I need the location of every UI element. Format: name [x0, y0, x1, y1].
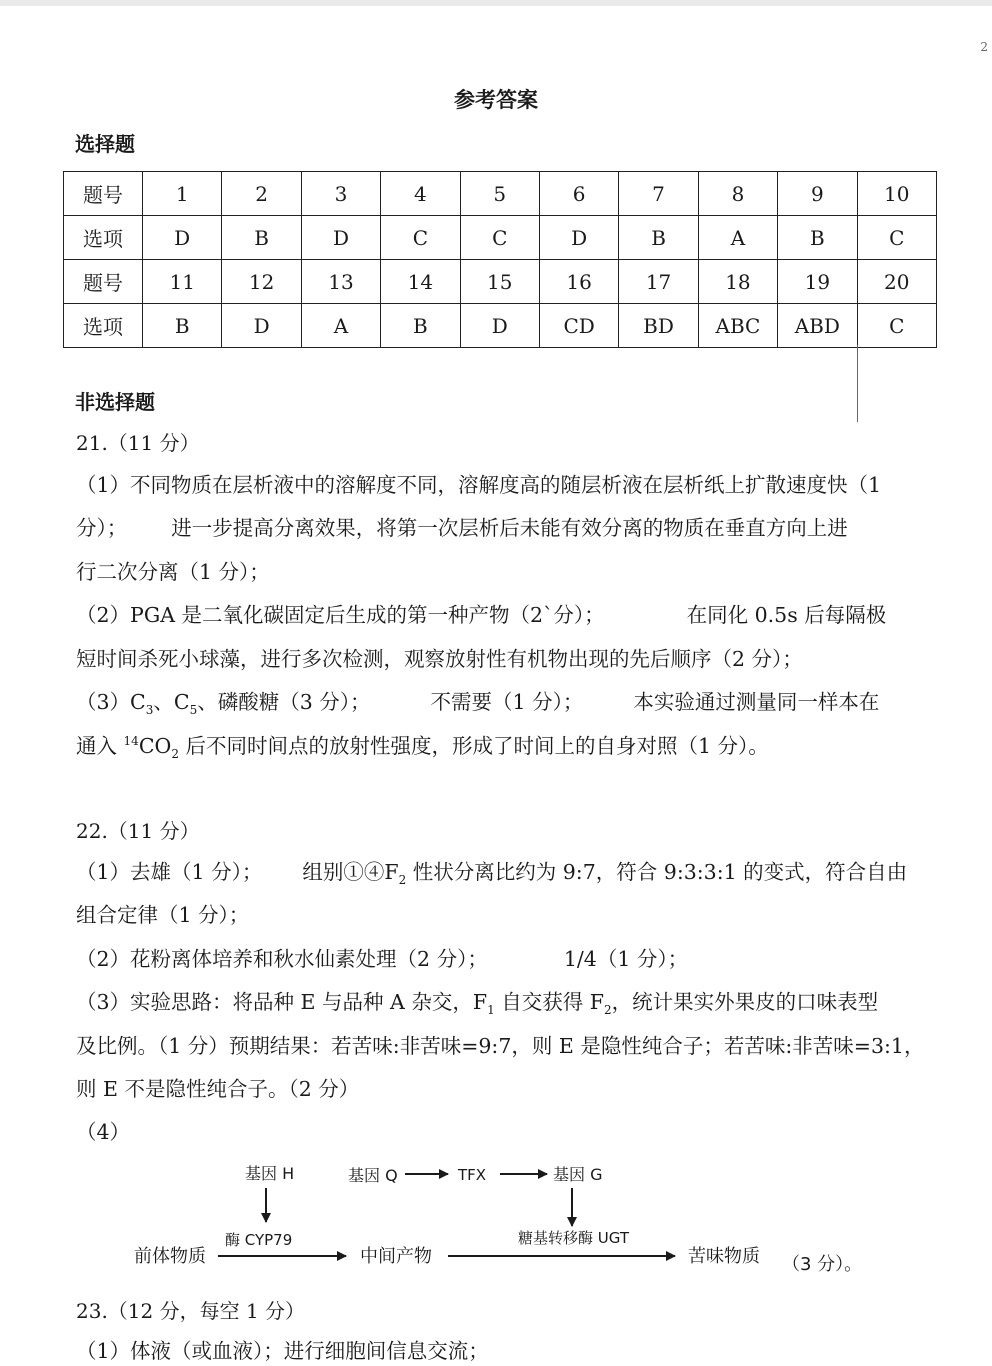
table-cell: 19	[778, 260, 857, 304]
table-row	[64, 260, 937, 304]
superscript: 14	[123, 734, 139, 749]
table-cell: B	[222, 216, 301, 260]
q21-line	[76, 687, 879, 717]
table-cell: D	[539, 216, 618, 260]
enzyme-cyp79-label: 酶 CYP79	[225, 1231, 293, 1249]
q21-text: CO	[138, 734, 172, 758]
table-cell: B	[619, 216, 698, 260]
q21-text: 本实验通过测量同一样本在	[633, 690, 880, 714]
q22-line: 及比例。（1 分）预期结果：若苦味:非苦味=9:7，则 E 是隐性纯合子；若苦味:非苦味=3:1，	[76, 1034, 925, 1058]
answer-table	[63, 171, 937, 348]
table-cell: 18	[698, 260, 777, 304]
section-title-nonchoice: 非选择题	[75, 390, 155, 414]
table-cell: C	[460, 216, 539, 260]
q21-line: （1）不同物质在层析液中的溶解度不同，溶解度高的随层析液在层析纸上扩散速度快（1	[76, 473, 882, 497]
q22-text: 自交获得 F	[494, 990, 605, 1014]
table-cell: BD	[619, 304, 698, 348]
q21-text: 、C	[153, 690, 190, 714]
table-cell: 8	[698, 172, 777, 216]
table-cell: C	[857, 216, 936, 260]
table-cell: D	[222, 304, 301, 348]
q22-text: 组别①④F	[302, 860, 399, 884]
subscript: 2	[398, 873, 407, 888]
table-cell: 6	[539, 172, 618, 216]
section-title-choice: 选择题	[75, 132, 135, 156]
q21-heading: 21.（11 分）	[76, 431, 200, 455]
q21-line: 短时间杀死小球藻，进行多次检测，观察放射性有机物出现的先后顺序（2 分）；	[76, 647, 803, 671]
table-cell: 15	[460, 260, 539, 304]
q22-line: 则 E 不是隐性纯合子。（2 分）	[76, 1077, 360, 1101]
table-row	[64, 172, 937, 216]
table-cell: 14	[381, 260, 460, 304]
q21-text: 后不同时间点的放射性强度，形成了时间上的自身对照（1 分）。	[178, 734, 769, 758]
q21-line: 行二次分离（1 分）；	[76, 560, 270, 584]
table-row-label: 题号	[64, 260, 143, 304]
intermediate-label: 中间产物	[360, 1246, 432, 1267]
q22-text: ，统计果实外果皮的口味表型	[611, 990, 879, 1014]
table-cell: B	[381, 304, 460, 348]
subscript: 2	[171, 747, 179, 762]
table-cell: 3	[301, 172, 380, 216]
enzyme-ugt-label: 糖基转移酶 UGT	[518, 1229, 629, 1247]
diagram-score: （3 分）。	[782, 1254, 863, 1275]
q21-line-part: （2）PGA 是二氧化碳固定后生成的第一种产物（2`分）；	[76, 603, 605, 627]
table-cell: C	[381, 216, 460, 260]
table-cell: B	[143, 304, 222, 348]
divider-line	[857, 345, 858, 422]
q21-line	[76, 731, 769, 761]
bitter-substance-label: 苦味物质	[688, 1246, 760, 1267]
table-row-label: 题号	[64, 172, 143, 216]
table-cell: 2	[222, 172, 301, 216]
q22-text: （1）去雄（1 分）；	[76, 860, 263, 884]
q22-line	[76, 944, 688, 974]
table-cell: ABD	[778, 304, 857, 348]
subscript: 1	[487, 1003, 495, 1018]
q22-text: 性状分离比约为 9:7，符合 9:3:3:1 的变式，符合自由	[406, 860, 908, 884]
table-cell: ABC	[698, 304, 777, 348]
table-cell: D	[301, 216, 380, 260]
gene-h-label: 基因 H	[245, 1164, 295, 1183]
q21-line	[76, 513, 848, 543]
q22-line	[76, 987, 878, 1017]
q22-text: （2）花粉离体培养和秋水仙素处理（2 分）；	[76, 947, 488, 971]
table-cell: D	[143, 216, 222, 260]
table-cell: 10	[857, 172, 936, 216]
table-cell: 9	[778, 172, 857, 216]
table-cell: 1	[143, 172, 222, 216]
table-cell: 5	[460, 172, 539, 216]
subscript: 2	[604, 1003, 612, 1018]
q21-text: 、磷酸糖（3 分）；	[197, 690, 371, 714]
q22-heading: 22.（11 分）	[76, 819, 200, 843]
q21-line-part: 在同化 0.5s 后每隔极	[686, 603, 887, 627]
table-cell: 11	[143, 260, 222, 304]
table-row	[64, 304, 937, 348]
table-cell: C	[857, 304, 936, 348]
q21-text: （3）C	[76, 690, 146, 714]
table-row-label: 选项	[64, 216, 143, 260]
q21-text: 通入	[76, 734, 124, 758]
gene-q-label: 基因 Q	[348, 1166, 398, 1185]
table-cell: CD	[539, 304, 618, 348]
table-cell: D	[460, 304, 539, 348]
q22-line	[76, 857, 907, 887]
table-cell: 20	[857, 260, 936, 304]
table-cell: 17	[619, 260, 698, 304]
q22-text: 1/4（1 分）；	[563, 947, 689, 971]
table-row	[64, 216, 937, 260]
tfx-label: TFX	[458, 1166, 487, 1184]
table-cell: 12	[222, 260, 301, 304]
q21-line-part: 进一步提高分离效果，将第一次层析后未能有效分离的物质在垂直方向上进	[171, 516, 848, 540]
q21-text: 不需要（1 分）；	[430, 690, 584, 714]
q22-line: 组合定律（1 分）；	[76, 903, 250, 927]
q21-line	[76, 600, 886, 630]
page-number: 2	[980, 40, 988, 54]
q23-line: （1）体液（或血液）；进行细胞间信息交流；	[76, 1339, 489, 1363]
precursor-label: 前体物质	[134, 1246, 206, 1267]
table-cell: B	[778, 216, 857, 260]
table-cell: A	[301, 304, 380, 348]
q23-heading: 23.（12 分，每空 1 分）	[76, 1299, 306, 1323]
page-title: 参考答案	[454, 87, 538, 112]
table-cell: 13	[301, 260, 380, 304]
subscript: 3	[145, 703, 154, 718]
gene-pathway-diagram	[120, 1150, 880, 1280]
top-band	[0, 0, 992, 6]
q21-line-part: 分）；	[76, 516, 128, 540]
table-cell: A	[698, 216, 777, 260]
table-cell: 16	[539, 260, 618, 304]
gene-g-label: 基因 G	[553, 1165, 603, 1184]
q22-line: （4）	[76, 1120, 131, 1144]
subscript: 5	[189, 703, 198, 718]
table-cell: 4	[381, 172, 460, 216]
q22-text: （3）实验思路：将品种 E 与品种 A 杂交，F	[76, 990, 488, 1014]
table-cell: 7	[619, 172, 698, 216]
table-row-label: 选项	[64, 304, 143, 348]
